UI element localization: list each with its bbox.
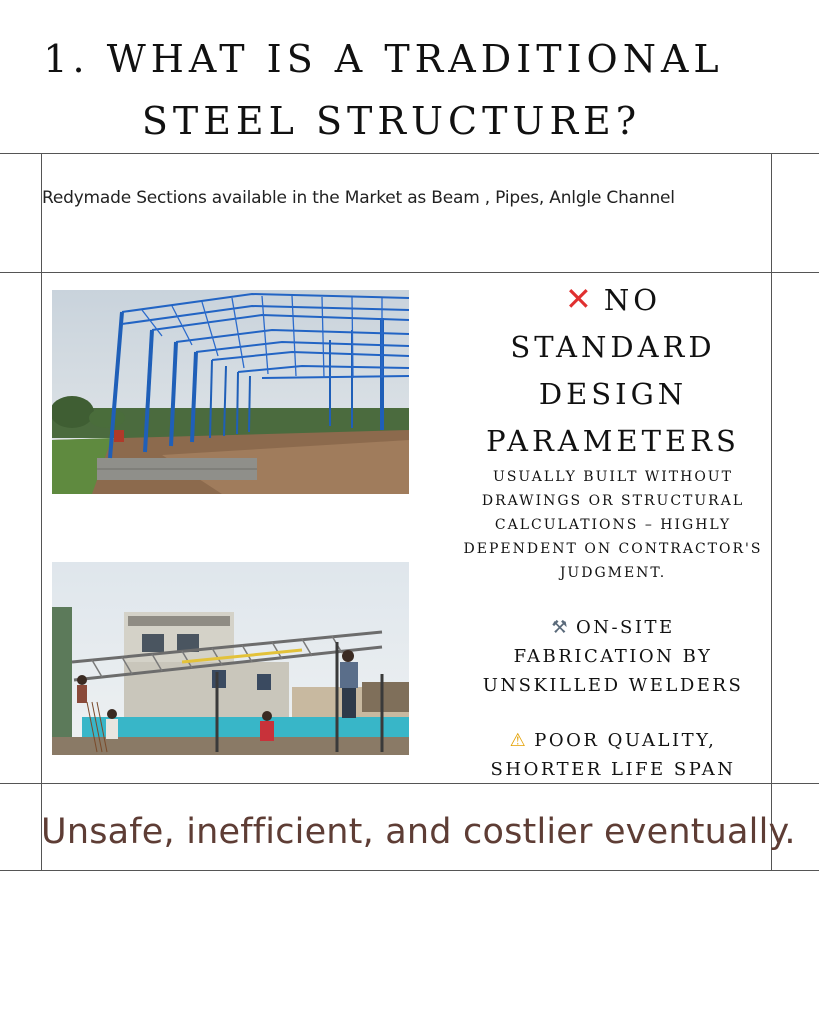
point-poor-quality xyxy=(452,726,774,784)
point2-line-2: SHORTER LIFE SPAN xyxy=(490,759,736,780)
blue-steel-frame-photo xyxy=(52,290,409,494)
point2-line-1 xyxy=(452,726,774,755)
design-note xyxy=(452,465,774,585)
table-border-bottom xyxy=(0,870,819,871)
table-border-top xyxy=(0,153,819,154)
heading-line-4: PARAMETERS xyxy=(486,424,740,458)
welders-on-site-photo xyxy=(52,562,409,755)
note-line-4: DEPENDENT ON CONTRACTOR'S xyxy=(463,541,763,557)
conclusion-text: Unsafe, inefficient, and costlier eventually. xyxy=(41,812,796,852)
page-title-line-2: STEEL STRUCTURE? xyxy=(141,99,642,143)
heading-line-1-text: NO xyxy=(603,283,661,317)
page-title-line-1: 1. WHAT IS A TRADITIONAL xyxy=(43,37,724,81)
point1-line-3: UNSKILLED WELDERS xyxy=(482,675,744,696)
note-line-2: DRAWINGS OR STRUCTURAL xyxy=(481,493,745,509)
point1-line-1 xyxy=(452,613,774,642)
table-border-left xyxy=(41,153,42,870)
cross-mark-icon: ✕ xyxy=(565,280,596,318)
point-onsite-fabrication xyxy=(452,613,774,700)
point1-line-2: FABRICATION BY xyxy=(513,646,713,667)
table-border-row1 xyxy=(0,272,819,273)
note-line-1: USUALLY BUILT WITHOUT xyxy=(493,469,733,485)
heading-no-standard-design xyxy=(452,276,774,465)
point1-line-1-text: ON-SITE xyxy=(575,617,675,638)
heading-line-1 xyxy=(452,276,774,324)
tools-icon: ⚒ xyxy=(551,617,570,638)
warning-icon: ⚠ xyxy=(509,730,529,751)
heading-line-2: STANDARD xyxy=(510,330,716,364)
heading-line-3: DESIGN xyxy=(538,377,688,411)
note-line-5: JUDGMENT. xyxy=(559,565,667,581)
note-line-3: CALCULATIONS – HIGHLY xyxy=(494,517,732,533)
point2-line-1-text: POOR QUALITY, xyxy=(534,730,717,751)
subtitle-text: Redymade Sections available in the Market as Beam , Pipes, Anlgle Channel xyxy=(42,188,675,208)
